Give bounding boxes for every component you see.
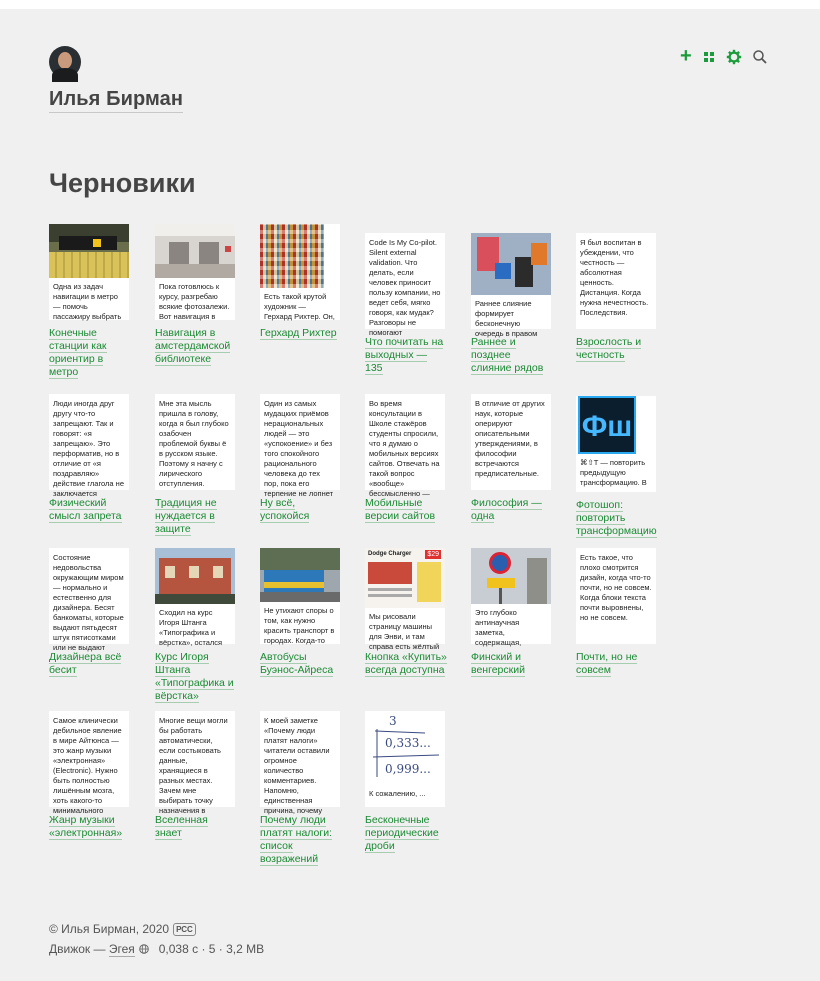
draft-card[interactable]	[576, 233, 658, 362]
card-excerpt: Мне эта мысль пришла в голову, когда я был глубоко озабочен проблемой буквы ё в русском языке. Поэтому я начну с лирического отступления.	[159, 399, 229, 488]
card-title-link[interactable]: Фотошоп: повторить трансформацию	[576, 499, 657, 537]
card-excerpt: Самое клинически дебильное явление в мире Айтюнса — это жанр музыки «электронная» (Electronic). Нужно быть полностью лишённым мозга, хоть какого-то минимального	[53, 716, 122, 815]
card-thumbnail[interactable]	[155, 394, 235, 490]
svg-text:0,999...: 0,999...	[385, 762, 431, 776]
card-thumbnail[interactable]	[49, 548, 129, 652]
card-thumbnail[interactable]	[155, 224, 235, 320]
copyright-text: © Илья Бирман, 2020	[49, 922, 170, 936]
card-title-link[interactable]: Конечные станции как ориентир в метро	[49, 327, 107, 378]
card-title-link[interactable]: Раннее и позднее слияние рядов	[471, 336, 544, 374]
card-excerpt: Code Is My Co-pilot. Silent external validation. Что делать, если человек приносит пользу компании, но ведет себя, мягко говоря, как мудак? Разговоры не помогают	[369, 238, 441, 337]
svg-text:3: 3	[389, 714, 397, 728]
card-thumbnail[interactable]	[365, 548, 445, 651]
engine-prefix: Движок —	[49, 942, 109, 956]
card-thumbnail[interactable]	[155, 548, 235, 647]
site-name[interactable]: Илья Бирман	[49, 88, 183, 113]
rss-link[interactable]: РСС	[173, 923, 196, 936]
card-excerpt: Сходил на курс Игоря Штанга «Типографика и вёрстка», остался	[159, 608, 223, 647]
card-thumbnail[interactable]	[471, 394, 551, 490]
draft-card[interactable]	[155, 224, 237, 366]
card-thumbnail[interactable]	[49, 224, 129, 320]
photoshop-logo-icon: Фш	[578, 396, 636, 454]
card-thumbnail[interactable]	[49, 711, 129, 815]
card-title-link[interactable]: Герхард Рихтер	[260, 327, 337, 339]
card-excerpt: Пока готовлюсь к курсу, разгребаю всякие фотозалежи. Вот навигация в	[159, 282, 230, 321]
draft-card[interactable]	[260, 711, 342, 866]
draft-card[interactable]	[471, 233, 553, 375]
card-thumbnail[interactable]	[260, 224, 340, 320]
draft-card[interactable]	[260, 394, 342, 523]
card-excerpt: Это глубоко антинаучная заметка, содержащая,	[475, 608, 522, 647]
card-thumbnail[interactable]	[365, 233, 445, 337]
avatar-face	[58, 52, 72, 69]
card-excerpt: К моей заметке «Почему люди платят налоги» читатели оставили огромное количество комментариев. Напомню, единственная причина, почему	[264, 716, 330, 815]
metro-sign-image	[49, 224, 129, 278]
card-excerpt: ⌘⇧T — повторить предыдущую трансформацию. В	[580, 458, 647, 487]
globe-icon	[139, 943, 149, 953]
card-excerpt: К сожалению, ...	[369, 789, 426, 798]
parking-sign-image	[471, 548, 551, 604]
card-excerpt: Состояние недовольства окружающим миром — нормально и естественно для дизайнера. Бесят банкоматы, которые выдают пятьдесят штук пятисотками или не выдают	[53, 553, 124, 652]
draft-card[interactable]	[49, 548, 131, 677]
card-thumbnail[interactable]	[260, 394, 340, 498]
card-thumbnail[interactable]	[49, 394, 129, 498]
card-title-link[interactable]: Бесконечные периодические дроби	[365, 814, 439, 852]
card-excerpt: Многие вещи могли бы работать автоматически, если состыковать данные, хранящиеся в разных местах. Зачем мне выбирать точку назначения в	[159, 716, 228, 815]
handwritten-fraction-icon	[365, 711, 445, 785]
avatar[interactable]	[49, 46, 81, 78]
card-title-link[interactable]: Взрослость и честность	[576, 336, 642, 361]
render-stats: 0,038 с · 5 · 3,2 MB	[158, 942, 265, 956]
card-title-link[interactable]: Автобусы Буэнос-Айреса	[260, 651, 334, 676]
draft-card[interactable]	[49, 224, 131, 379]
card-thumbnail[interactable]	[260, 711, 340, 815]
card-excerpt: В отличие от других наук, которые оперируют описательными утверждениями, в философии встречаются предписательные.	[475, 399, 545, 478]
card-title-link[interactable]: Дизайнера всё бесит	[49, 651, 122, 676]
draft-card[interactable]	[365, 548, 447, 677]
engine-link[interactable]: Эгея	[108, 942, 135, 956]
card-thumbnail[interactable]	[365, 711, 445, 807]
card-title-link[interactable]: Навигация в амстердамской библиотеке	[155, 327, 231, 365]
building-image	[155, 548, 235, 604]
card-title-link[interactable]: Почти, но не совсем	[576, 651, 638, 676]
draft-card[interactable]	[576, 548, 658, 677]
plus-icon[interactable]: +	[680, 45, 692, 67]
footer-copyright-line	[49, 922, 196, 936]
card-title-link[interactable]: Физический смысл запрета	[49, 497, 122, 522]
card-excerpt: Один из самых мудацких приёмов нерациональных людей — это «успокоение» и без того спокойного рационального человека до тех пор, пока его терпение не лопнет	[264, 399, 334, 498]
card-title-link[interactable]: Мобильные версии сайтов	[365, 497, 436, 522]
card-thumbnail[interactable]	[471, 233, 551, 338]
card-title-link[interactable]: Что почитать на выходных — 135	[365, 336, 444, 374]
card-excerpt: Раннее слияние формирует бесконечную очередь в правом	[475, 299, 538, 338]
grid-icon[interactable]	[704, 52, 714, 62]
card-title-link[interactable]: Вселенная знает	[155, 814, 208, 839]
card-excerpt: Одна из задач навигации в метро — помочь пассажиру выбрать	[53, 282, 122, 321]
draft-card[interactable]	[155, 711, 237, 840]
footer-engine-line	[49, 942, 264, 956]
card-title-link[interactable]: Философия — одна	[471, 497, 542, 522]
draft-card[interactable]	[471, 548, 553, 677]
price-badge: $29	[427, 551, 439, 558]
dodge-charger-label: Dodge Charger	[368, 551, 412, 557]
card-thumbnail[interactable]	[576, 233, 656, 329]
road-signs-image	[471, 233, 551, 295]
svg-text:0,333...: 0,333...	[385, 736, 431, 750]
page-title: Черновики	[49, 168, 196, 198]
card-title-link[interactable]: Жанр музыки «электронная»	[49, 814, 123, 839]
card-excerpt: Я был воспитан в убеждении, что честность — абсолютная ценность. Дистанция. Когда нужна нечестность. Последствия.	[580, 238, 649, 317]
card-title-link[interactable]: Финский и венгерский	[471, 651, 525, 676]
bus-image	[260, 548, 340, 602]
draft-card[interactable]	[365, 233, 447, 375]
card-excerpt: Есть такой крутой художник — Герхард Рихтер. Он,	[264, 292, 335, 321]
card-thumbnail[interactable]	[576, 396, 656, 492]
draft-card[interactable]	[49, 711, 131, 840]
card-thumbnail[interactable]	[155, 711, 235, 815]
card-title-link[interactable]: Курс Игоря Штанга «Типографика и вёрстка»	[155, 651, 234, 702]
draft-card[interactable]	[260, 224, 342, 340]
card-title-link[interactable]: Ну всё, успокойся	[260, 497, 310, 522]
richter-painting-image	[260, 224, 324, 288]
draft-card[interactable]	[471, 394, 553, 523]
card-title-link[interactable]: Почему люди платят налоги: список возражений	[260, 814, 332, 865]
draft-card[interactable]	[155, 548, 237, 703]
library-hall-image	[155, 224, 235, 278]
card-thumbnail[interactable]	[471, 548, 551, 647]
card-thumbnail[interactable]	[365, 394, 445, 498]
draft-card[interactable]	[365, 394, 447, 523]
avatar-shirt	[52, 68, 78, 82]
card-excerpt: Люди иногда друг другу что-то запрещают. Так и говорят: «я запрещаю». Это перформатив, но в отличие от «я поздравляю» действие глагола не заключается	[53, 399, 124, 498]
draft-card[interactable]	[576, 394, 658, 538]
card-excerpt: Мы рисовали страницу машины для Энви, и там справа есть жёлтый	[369, 612, 440, 651]
card-title-link[interactable]: Традиция не нуждается в защите	[155, 497, 217, 535]
card-excerpt: Не утихают споры о том, как нужно красить транспорт в городах. Когда-то	[264, 606, 335, 645]
draft-card[interactable]	[365, 711, 447, 853]
card-excerpt: Есть такое, что плохо смотрится дизайн, когда что-то почти, но не совсем. Когда блоки текста почти выровнены, но не совсем.	[580, 553, 652, 622]
dodge-charger-image	[365, 548, 445, 608]
card-title-link[interactable]: Кнопка «Купить» всегда доступна	[365, 651, 447, 676]
card-thumbnail[interactable]	[260, 548, 340, 644]
gear-icon[interactable]	[726, 49, 742, 65]
draft-card[interactable]	[49, 394, 131, 523]
page	[0, 9, 820, 981]
card-thumbnail[interactable]	[576, 548, 656, 644]
handwritten-fraction-image	[365, 711, 445, 785]
search-icon[interactable]	[752, 49, 768, 65]
draft-card[interactable]	[260, 548, 342, 677]
card-excerpt: Во время консультации в Школе стажёров студенты спросили, что я думаю о мобильных версиях сайтов. Отвечать на такой вопрос «вообще» бессмысленно —	[369, 399, 440, 498]
toolbar	[680, 45, 772, 69]
draft-card[interactable]	[155, 394, 237, 536]
